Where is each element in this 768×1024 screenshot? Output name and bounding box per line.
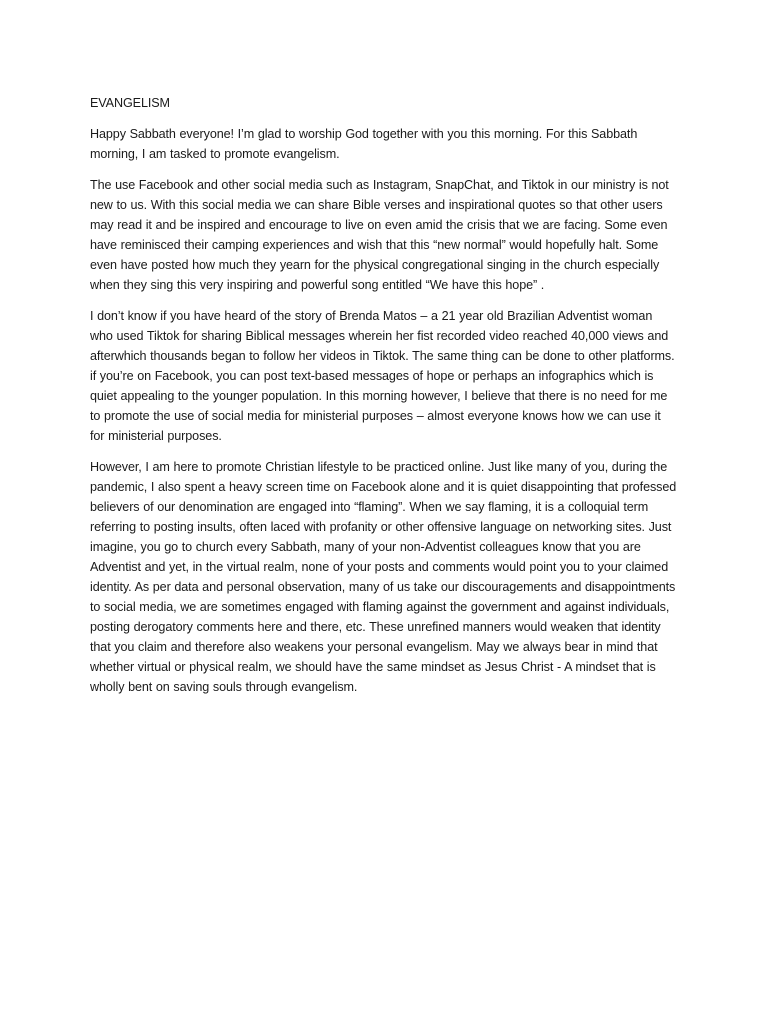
document-body <box>90 93 678 708</box>
paragraph-christian-lifestyle: However, I am here to promote Christian lifestyle to be practiced online. Just like many of you, during the pandemic, I also spent a heavy screen time on Facebook alone and it is quiet disappointing that professed believers of our denomination are engaged into “flaming”. When we say flaming, it is a colloquial term referring to posting insults, often laced with profanity or other offensive language on networking sites. Just imagine, you go to church every Sabbath, many of your non-Adventist colleagues know that you are Adventist and yet, in the virtual realm, none of your posts and comments would point you to your claimed identity. As per data and personal observation, many of us take our discouragements and disappointments to social media, we are sometimes engaged with flaming against the government and against individuals, posting derogatory comments here and there, etc. These unrefined manners would weaken that identity that you claim and therefore also weakens your personal evangelism. May we always bear in mind that whether virtual or physical realm, we should have the same mindset as Jesus Christ - A mindset that is wholly bent on saving souls through evangelism. <box>90 460 677 694</box>
paragraph-brenda-matos: I don’t know if you have heard of the story of Brenda Matos – a 21 year old Brazilian Adventist woman who used Tiktok for sharing Biblical messages wherein her fist recorded video reached 40,000 views and afterwhich thousands began to follow her videos in Tiktok. The same thing can be done to other platforms. if you’re on Facebook, you can post text-based messages of hope or perhaps an infographics which is quiet appealing to the younger population. In this morning however, I believe that there is no need for me to promote the use of social media for ministerial purposes – almost everyone knows how we can use it for ministerial purposes. <box>90 309 675 443</box>
paragraph-social-media: The use Facebook and other social media such as Instagram, SnapChat, and Tiktok in our ministry is not new to us. With this social media we can share Bible verses and inspirational quotes so that other users may read it and be inspired and encourage to live on even amid the crisis that we are facing. Some even have reminisced their camping experiences and wish that this “new normal” would hopefully halt. Some even have posted how much they yearn for the physical congregational singing in the church especially when they sing this very inspiring and powerful song entitled “We have this hope” . <box>90 178 669 292</box>
document-title: EVANGELISM <box>90 96 170 110</box>
paragraph-greeting: Happy Sabbath everyone! I’m glad to worship God together with you this morning. For this Sabbath morning, I am tasked to promote evangelism. <box>90 127 638 161</box>
